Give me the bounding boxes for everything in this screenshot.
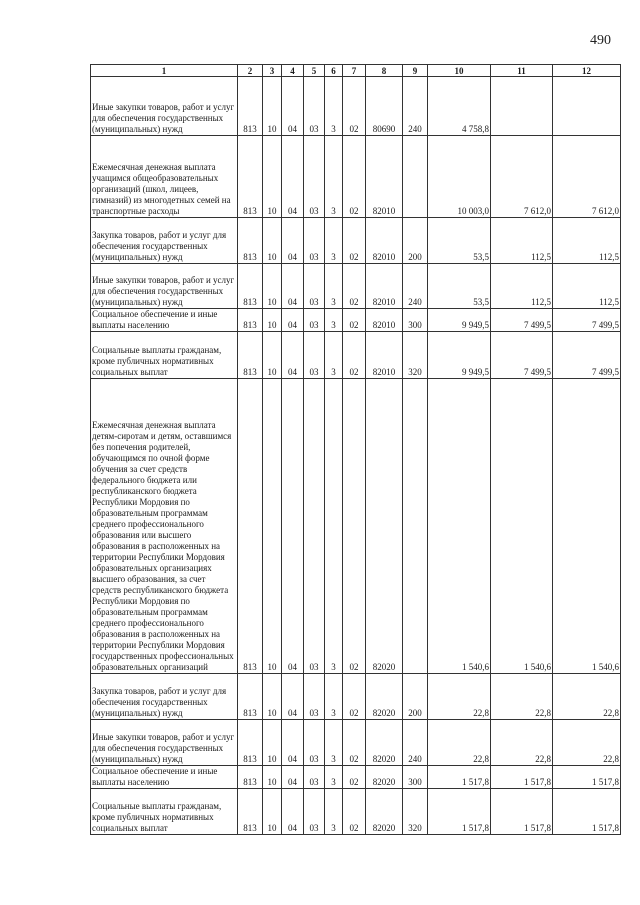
cell-section: 10: [263, 264, 282, 309]
cell-event: 02: [343, 379, 366, 674]
cell-direction: 82020: [366, 674, 403, 720]
col-header: 5: [304, 65, 325, 77]
cell-program: 03: [304, 218, 325, 264]
cell-direction: 82010: [366, 264, 403, 309]
cell-amount-year1: 53,5: [428, 218, 491, 264]
cell-subsection: 04: [282, 720, 304, 766]
cell-direction: 80690: [366, 77, 403, 136]
row-description: Ежемесячная денежная выплата учащимся общеобразовательных организаций (школ, лицеев, гимназий) из многодетных семей на транспортные расходы: [91, 136, 238, 218]
cell-amount-year3: 112,5: [553, 218, 621, 264]
cell-event: 02: [343, 77, 366, 136]
cell-event: 02: [343, 789, 366, 835]
cell-subsection: 04: [282, 766, 304, 789]
table-row: [91, 309, 621, 332]
cell-event: 02: [343, 309, 366, 332]
cell-ministry: 813: [238, 77, 263, 136]
cell-subprogram: 3: [325, 136, 343, 218]
col-header: 1: [91, 65, 238, 77]
cell-ministry: 813: [238, 674, 263, 720]
cell-subsection: 04: [282, 789, 304, 835]
cell-ministry: 813: [238, 264, 263, 309]
cell-program: 03: [304, 77, 325, 136]
cell-amount-year2: 112,5: [491, 264, 553, 309]
cell-ministry: 813: [238, 136, 263, 218]
cell-amount-year3: 112,5: [553, 264, 621, 309]
cell-direction: 82010: [366, 332, 403, 379]
cell-amount-year3: [553, 77, 621, 136]
cell-section: 10: [263, 789, 282, 835]
table-row: [91, 766, 621, 789]
cell-program: 03: [304, 136, 325, 218]
col-header: 3: [263, 65, 282, 77]
cell-event: 02: [343, 264, 366, 309]
cell-amount-year3: 22,8: [553, 674, 621, 720]
table-row: [91, 264, 621, 309]
table-header-row: [91, 65, 621, 77]
cell-subprogram: 3: [325, 264, 343, 309]
cell-ministry: 813: [238, 379, 263, 674]
row-description: Социальное обеспечение и иные выплаты населению: [91, 766, 238, 789]
cell-amount-year3: 1 517,8: [553, 789, 621, 835]
cell-program: 03: [304, 309, 325, 332]
cell-subprogram: 3: [325, 720, 343, 766]
col-header: 4: [282, 65, 304, 77]
cell-subsection: 04: [282, 309, 304, 332]
cell-event: 02: [343, 332, 366, 379]
cell-program: 03: [304, 674, 325, 720]
cell-section: 10: [263, 720, 282, 766]
cell-amount-year3: 7 499,5: [553, 332, 621, 379]
cell-direction: 82020: [366, 766, 403, 789]
cell-subprogram: 3: [325, 218, 343, 264]
budget-table: [90, 64, 621, 835]
cell-subprogram: 3: [325, 766, 343, 789]
cell-section: 10: [263, 766, 282, 789]
cell-program: 03: [304, 766, 325, 789]
cell-amount-year3: 1 540,6: [553, 379, 621, 674]
cell-expense-type: 320: [403, 332, 428, 379]
cell-subprogram: 3: [325, 674, 343, 720]
cell-section: 10: [263, 218, 282, 264]
cell-subprogram: 3: [325, 309, 343, 332]
cell-amount-year1: 22,8: [428, 720, 491, 766]
row-description: Иные закупки товаров, работ и услуг для обеспечения государственных (муниципальных) нужд: [91, 720, 238, 766]
cell-amount-year3: 1 517,8: [553, 766, 621, 789]
cell-ministry: 813: [238, 332, 263, 379]
row-description: Социальные выплаты гражданам, кроме публичных нормативных социальных выплат: [91, 789, 238, 835]
cell-subsection: 04: [282, 674, 304, 720]
cell-expense-type: [403, 136, 428, 218]
cell-subsection: 04: [282, 332, 304, 379]
cell-program: 03: [304, 379, 325, 674]
cell-program: 03: [304, 789, 325, 835]
cell-subprogram: 3: [325, 332, 343, 379]
row-description: Иные закупки товаров, работ и услуг для обеспечения государственных (муниципальных) нужд: [91, 264, 238, 309]
cell-expense-type: [403, 379, 428, 674]
cell-section: 10: [263, 309, 282, 332]
col-header: 11: [491, 65, 553, 77]
table-row: [91, 379, 621, 674]
cell-event: 02: [343, 720, 366, 766]
cell-direction: 82020: [366, 789, 403, 835]
cell-direction: 82010: [366, 136, 403, 218]
row-description: Социальные выплаты гражданам, кроме публичных нормативных социальных выплат: [91, 332, 238, 379]
cell-subsection: 04: [282, 218, 304, 264]
cell-amount-year2: 1 540,6: [491, 379, 553, 674]
table-row: [91, 77, 621, 136]
cell-subsection: 04: [282, 379, 304, 674]
cell-amount-year1: 22,8: [428, 674, 491, 720]
cell-amount-year2: 7 612,0: [491, 136, 553, 218]
cell-amount-year1: 9 949,5: [428, 332, 491, 379]
col-header: 9: [403, 65, 428, 77]
cell-expense-type: 200: [403, 218, 428, 264]
cell-amount-year2: 7 499,5: [491, 309, 553, 332]
cell-amount-year1: 1 540,6: [428, 379, 491, 674]
cell-subprogram: 3: [325, 77, 343, 136]
cell-section: 10: [263, 674, 282, 720]
cell-amount-year2: 1 517,8: [491, 766, 553, 789]
cell-ministry: 813: [238, 766, 263, 789]
cell-amount-year3: 22,8: [553, 720, 621, 766]
table-row: [91, 674, 621, 720]
cell-direction: 82010: [366, 218, 403, 264]
cell-event: 02: [343, 218, 366, 264]
col-header: 7: [343, 65, 366, 77]
row-description: Социальное обеспечение и иные выплаты населению: [91, 309, 238, 332]
cell-amount-year2: 1 517,8: [491, 789, 553, 835]
page-number: 490: [590, 33, 611, 48]
cell-ministry: 813: [238, 789, 263, 835]
cell-section: 10: [263, 77, 282, 136]
cell-amount-year1: 1 517,8: [428, 766, 491, 789]
col-header: 10: [428, 65, 491, 77]
cell-section: 10: [263, 379, 282, 674]
cell-section: 10: [263, 136, 282, 218]
cell-direction: 82010: [366, 309, 403, 332]
cell-amount-year2: [491, 77, 553, 136]
cell-subsection: 04: [282, 136, 304, 218]
cell-program: 03: [304, 264, 325, 309]
cell-direction: 82020: [366, 720, 403, 766]
cell-amount-year1: 1 517,8: [428, 789, 491, 835]
table-row: [91, 218, 621, 264]
cell-ministry: 813: [238, 720, 263, 766]
cell-amount-year2: 22,8: [491, 720, 553, 766]
cell-ministry: 813: [238, 218, 263, 264]
cell-amount-year1: 9 949,5: [428, 309, 491, 332]
cell-amount-year1: 53,5: [428, 264, 491, 309]
cell-subprogram: 3: [325, 379, 343, 674]
cell-event: 02: [343, 766, 366, 789]
cell-expense-type: 300: [403, 309, 428, 332]
cell-direction: 82020: [366, 379, 403, 674]
cell-amount-year1: 4 758,8: [428, 77, 491, 136]
cell-expense-type: 320: [403, 789, 428, 835]
col-header: 12: [553, 65, 621, 77]
cell-subsection: 04: [282, 264, 304, 309]
cell-amount-year3: 7 612,0: [553, 136, 621, 218]
cell-amount-year2: 112,5: [491, 218, 553, 264]
cell-expense-type: 240: [403, 264, 428, 309]
row-description: Иные закупки товаров, работ и услуг для обеспечения государственных (муниципальных) нужд: [91, 77, 238, 136]
cell-expense-type: 200: [403, 674, 428, 720]
table-row: [91, 136, 621, 218]
cell-amount-year3: 7 499,5: [553, 309, 621, 332]
cell-program: 03: [304, 720, 325, 766]
cell-amount-year2: 22,8: [491, 674, 553, 720]
cell-event: 02: [343, 674, 366, 720]
cell-subsection: 04: [282, 77, 304, 136]
row-description: Закупка товаров, работ и услуг для обеспечения государственных (муниципальных) нужд: [91, 218, 238, 264]
cell-amount-year2: 7 499,5: [491, 332, 553, 379]
cell-expense-type: 240: [403, 720, 428, 766]
cell-expense-type: 240: [403, 77, 428, 136]
cell-section: 10: [263, 332, 282, 379]
cell-expense-type: 300: [403, 766, 428, 789]
cell-ministry: 813: [238, 309, 263, 332]
col-header: 8: [366, 65, 403, 77]
col-header: 6: [325, 65, 343, 77]
row-description: Закупка товаров, работ и услуг для обеспечения государственных (муниципальных) нужд: [91, 674, 238, 720]
cell-event: 02: [343, 136, 366, 218]
cell-program: 03: [304, 332, 325, 379]
table-row: [91, 332, 621, 379]
col-header: 2: [238, 65, 263, 77]
table-row: [91, 789, 621, 835]
table-row: [91, 720, 621, 766]
row-description: Ежемесячная денежная выплата детям-сиротам и детям, оставшимся без попечения родителей, обучающимся по очной форме обучения за счет средств федерального бюджета или республиканского бюджета Республики Мордовия по образовательным программам среднего профессионального образования или высшего образования в расположенных на территории Республики Мордовия образовательных организациях высшего образования, за счет средств республиканского бюджета Республики Мордовия по образовательным программам среднего профессионального образования в расположенных на территории Республики Мордовия государственных профессиональных образовательных организаций: [91, 379, 238, 674]
cell-subprogram: 3: [325, 789, 343, 835]
cell-amount-year1: 10 003,0: [428, 136, 491, 218]
